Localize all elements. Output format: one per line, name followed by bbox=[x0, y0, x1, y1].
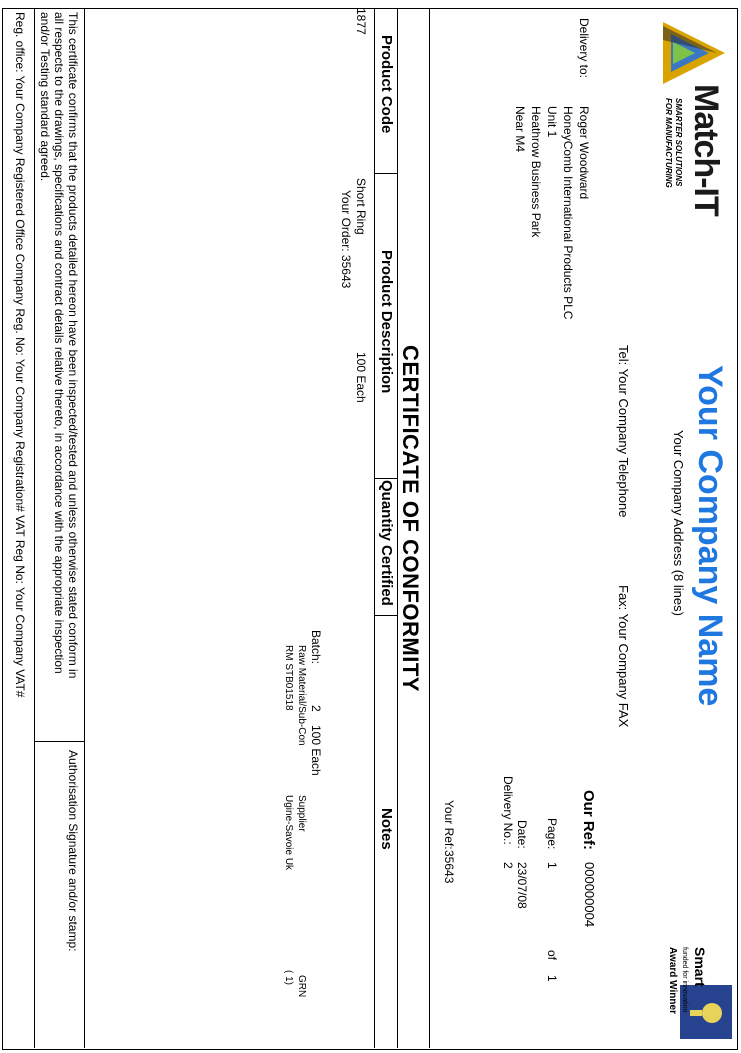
header-product-description: Product Description bbox=[378, 250, 395, 394]
row-supplier-label: Supplier bbox=[296, 795, 307, 832]
row-description: Short Ring bbox=[354, 178, 368, 235]
row-batch-no: 2 bbox=[309, 705, 323, 712]
smart-award-label: Award Winner bbox=[667, 947, 678, 1014]
footer-statement-2: all respects to the drawings, specifications and contract details relative thereto, in accordance with the appropriate inspection bbox=[52, 12, 66, 674]
date-value: 23/07/08 bbox=[515, 862, 529, 909]
match-it-logo-icon bbox=[657, 18, 729, 88]
title-band-top-rule bbox=[429, 8, 430, 1048]
match-it-logo bbox=[646, 18, 731, 216]
our-ref-value: 000000004 bbox=[582, 862, 597, 928]
company-address: Your Company Address (8 lines) bbox=[671, 430, 686, 616]
logo-text: Match-IT bbox=[687, 84, 725, 216]
delivery-line-4: Heathrow Business Park bbox=[529, 106, 543, 238]
smart-title: Smart bbox=[692, 947, 708, 987]
row-grn-label: GRN bbox=[296, 975, 307, 998]
signature-divider bbox=[35, 741, 85, 742]
row-supplier: Ugine-Savoie Uk bbox=[283, 795, 294, 871]
your-ref-value: 35643 bbox=[442, 850, 456, 884]
page-of-label: of bbox=[545, 950, 559, 961]
header-product-code: Product Code bbox=[378, 35, 395, 134]
page-value: 1 bbox=[545, 862, 559, 869]
smart-sub: funded for innovation bbox=[681, 947, 688, 1013]
footer-top-rule bbox=[84, 8, 85, 1048]
registration-line: Reg. office: Your Company Registered Office Company Reg. No: Your Company Registration# VAT Reg No: Your Company VAT# bbox=[13, 12, 27, 698]
date-label: Date: bbox=[515, 820, 529, 849]
your-ref-label: Your Ref: bbox=[442, 800, 456, 850]
column-divider-2 bbox=[375, 478, 398, 479]
company-name: Your Company Name bbox=[691, 365, 729, 707]
row-quantity: 100 Each bbox=[354, 352, 368, 403]
row-product-code: 1877 bbox=[354, 8, 368, 35]
delivery-line-5: Near M4 bbox=[513, 106, 527, 153]
company-fax: Fax: Your Company FAX bbox=[616, 585, 631, 728]
footer-statement-3: and/or Testing standard agreed. bbox=[38, 12, 52, 182]
company-tel: Tel: Your Company Telephone bbox=[616, 345, 631, 518]
delivery-no-label: Delivery No.: bbox=[501, 776, 515, 845]
authorisation-label: Authorisation Signature and/or stamp: bbox=[66, 750, 80, 952]
footer-statement-1: This certificate confirms that the products detailed hereon have been inspected/tested and unless otherwise stated conform in bbox=[66, 12, 80, 679]
delivery-line-3: Unit 1 bbox=[545, 106, 559, 138]
row-batch-qty: 100 Each bbox=[309, 725, 323, 776]
header-quantity-certified: Quantity Certified bbox=[378, 480, 395, 606]
header-notes: Notes bbox=[378, 808, 395, 850]
logo-tagline-1: SMARTER SOLUTIONS bbox=[674, 98, 683, 187]
row-raw-material: Raw Material/Sub-Con bbox=[296, 645, 307, 746]
delivery-line-1: Roger Woodward bbox=[577, 106, 591, 200]
delivery-label: Delivery to: bbox=[577, 18, 591, 79]
row-batch-label: Batch: bbox=[309, 630, 323, 665]
our-ref-label: Our Ref: bbox=[580, 790, 597, 850]
smart-award bbox=[636, 945, 736, 1045]
page-of-value: 1 bbox=[545, 975, 559, 982]
footer-reg-rule bbox=[34, 8, 35, 1048]
delivery-line-2: HoneyComb International Products PLC bbox=[561, 106, 575, 320]
title-band-bottom-rule bbox=[397, 8, 398, 1048]
column-divider-1 bbox=[375, 173, 398, 174]
page-label: Page: bbox=[545, 818, 559, 850]
certificate-title: CERTIFICATE OF CONFORMITY bbox=[398, 345, 423, 692]
column-divider-3 bbox=[375, 615, 398, 616]
delivery-no-value: 2 bbox=[501, 862, 515, 869]
row-grn-value: ( 1) bbox=[283, 970, 294, 985]
header-bottom-rule bbox=[374, 8, 375, 1048]
logo-tagline-2: FOR MANUFACTURING bbox=[664, 98, 673, 188]
row-rm-code: RM STB01518 bbox=[283, 645, 294, 711]
row-order: Your Order: 35643 bbox=[339, 190, 353, 289]
page-frame bbox=[2, 8, 738, 1050]
